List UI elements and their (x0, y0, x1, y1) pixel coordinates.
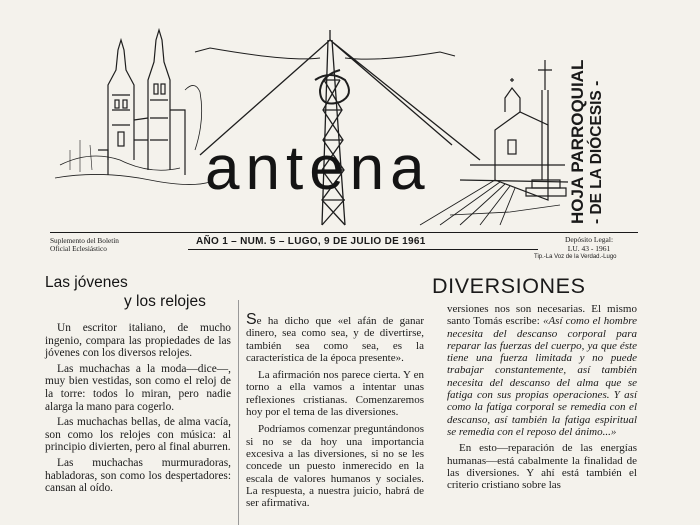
side-line-2: - DE LA DIÓCESIS - (588, 80, 605, 224)
article1-paragraph: Las muchachas murmuradoras, habladoras, son como los despertadores: cansan al oído. (45, 456, 231, 495)
church-drawing (420, 60, 568, 225)
article1-body (45, 322, 231, 498)
article1-paragraph: Un escritor italiano, de mucho ingenio, compara las propiedades de las jóvenes con los diversos relojes. (45, 322, 231, 360)
drop-cap: S (246, 311, 257, 328)
side-line-1: HOJA PARROQUIAL (568, 59, 587, 224)
article1-headline-1: Las jóvenes (45, 274, 128, 291)
article2-paragraph: versiones nos son necesarias. El mismo santo Tomás escribe: «Así como el hombre necesita del descanso corporal para reparar las fuerzas del cuerpo, ya que éste tiene una fuerza limitada y no puede trabajar constantemente, así también necesita del descanso del alma que se fatiga con sus propias operaciones. Y así como la fatiga corporal se remedia con el descanso, así también la fatiga espiritual se remedia con el reposo del ánimo...» (447, 303, 637, 438)
article2-column-2 (447, 303, 637, 495)
issue-line: AÑO 1 – NUM. 5 – LUGO, 9 DE JULIO DE 1961 (196, 236, 426, 247)
article2-paragraph: En esto—reparación de las energías humanas—está cabalmente la finalidad de las diversiones. Y ahí está también el criterio cristiano sobre las (447, 442, 637, 492)
newspaper-title: antena (205, 134, 431, 203)
article2-paragraph: Se ha dicho que «el afán de ganar dinero, sea como sea, y de divertirse, también sea como sea, es la característica de la época presente». (246, 311, 424, 364)
printer-credit: Tip.-La Voz de la Verdad.-Lugo (534, 254, 617, 260)
article1-headline-2: y los relojes (124, 293, 206, 310)
article2-paragraph: Podríamos comenzar preguntándonos si no se da hoy una importancia excesiva a las diversiones, si no se les concede un puesto inmerecido en la escala de valores humanos y sociales. La respuesta, a nuestra juicio, habrá de ser afirmativa. (246, 423, 424, 510)
bottom-rule (188, 249, 538, 250)
top-rule (50, 232, 638, 233)
article2-headline: DIVERSIONES (432, 274, 586, 298)
article1-paragraph: Las muchachas a la moda—dice—, muy bien vestidas, son como el reloj de la torre: todos lo miran, pero nadie alarga la mano para cogerlo. (45, 362, 231, 413)
supplement-note: Suplemento del Boletín Oficial Eclesiástico (50, 236, 119, 253)
article1-paragraph: Las muchachas bellas, de alma vacía, son como los relojes con música: al principio divierten, pero al final aburren. (45, 416, 231, 454)
masthead-side-text (568, 34, 606, 224)
cathedral-drawing (55, 30, 210, 185)
thomas-quote: «Así como el hombre necesita del descanso corporal para reparar las fuerzas del cuerpo, ya que éste tiene una fuerza limitada y no puede trabajar constantemente, así también necesita del descanso del alma que se fatiga con sus propias operaciones. Y así como la fatiga corporal se remedia con el descanso, así también la fatiga espiritual se remedia con el reposo del ánimo...» (447, 315, 637, 438)
article2-column-1 (246, 311, 424, 514)
article2-paragraph: La afirmación nos parece cierta. Y en torno a ella vamos a intentar unas reflexiones cristianas. Comenzaremos hoy por el tema de las diversiones. (246, 369, 424, 419)
legal-deposit: Depósito Legal: LU. 43 - 1961 (564, 235, 614, 253)
column-divider (238, 300, 239, 525)
